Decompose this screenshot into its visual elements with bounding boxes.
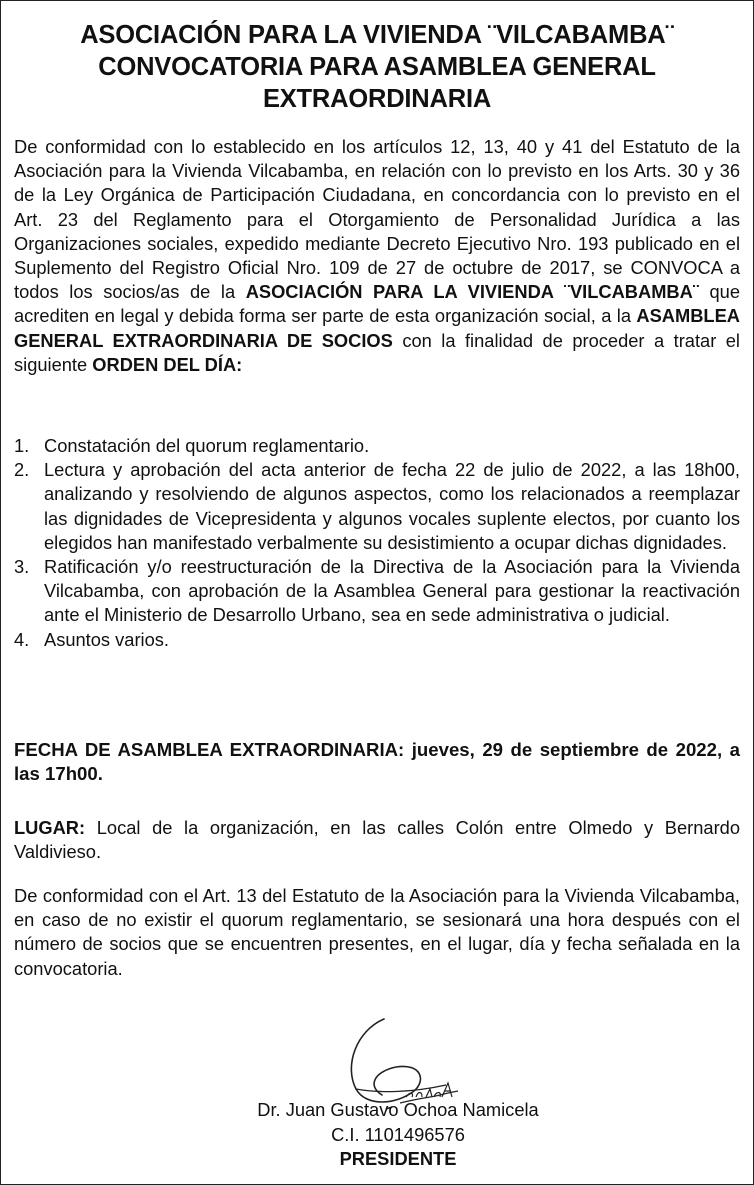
agenda-item-text: Constatación del quorum reglamentario. <box>44 435 370 456</box>
signatory-name: Dr. Juan Gustavo Ochoa Namicela <box>257 1099 539 1120</box>
agenda-item <box>14 628 740 652</box>
intro-bold-assembly: ASAMBLEA GENERAL EXTRAORDINARIA DE SOCIOS <box>14 305 740 351</box>
agenda-list <box>14 434 740 652</box>
agenda-item-text: Ratificación y/o reestructuración de la Directiva de la Asociación para la Vivienda Vilcabamba, con aprobación de la Asamblea General para gestionar la reactivación ante el Ministerio de Desarrollo Urbano, sea en sede administrativa o judicial. <box>44 556 740 626</box>
assembly-date: FECHA DE ASAMBLEA EXTRAORDINARIA: jueves, 29 de septiembre de 2022, a las 17h00. <box>14 739 740 785</box>
signatory-block <box>1 1098 753 1172</box>
location-label: LUGAR: <box>14 817 86 838</box>
intro-text-a: De conformidad con lo establecido en los artículos 12, 13, 40 y 41 del Estatuto de la Asociación para la Vivienda Vilcabamba, en relación con lo previsto en los Arts. 30 y 36 de la Ley Orgánica de Participación Ciudadana, en concordancia con lo previsto en el Art. 23 del Reglamento para el Otorgamiento de Personalidad Jurídica a las Organizaciones sociales, expedido mediante Decreto Ejecutivo Nro. 193 publicado en el Suplemento del Registro Oficial Nro. 109 de 27 de octubre de 2017, se CONVOCA a todos los socios/as de la <box>14 136 740 303</box>
intro-text-c: con la finalidad de proceder a tratar el siguiente <box>14 329 740 375</box>
location-text: Local de la organización, en las calles Colón entre Olmedo y Bernardo Valdivieso. <box>14 817 740 863</box>
assembly-location <box>14 816 740 864</box>
title-convocatoria: CONVOCATORIA PARA ASAMBLEA GENERAL <box>98 53 656 81</box>
agenda-item-number: 1. <box>14 435 30 456</box>
signatory-id: C.I. 1101496576 <box>331 1123 465 1145</box>
quorum-paragraph: De conformidad con el Art. 13 del Estatuto de la Asociación para la Vivienda Vilcabamba, en caso de no existir el quorum reglamentario, se sesionará una hora después con el número de socios que se encuentren presentes, en el lugar, día y fecha señalada en la convocatoria. <box>14 885 740 979</box>
agenda-item-number: 4. <box>14 628 30 650</box>
intro-bold-association: ASOCIACIÓN PARA LA VIVIENDA ¨VILCABAMBA¨ <box>245 281 699 303</box>
intro-paragraph <box>14 135 740 377</box>
agenda-item-number: 2. <box>14 459 30 481</box>
agenda-item-number: 3. <box>14 556 30 578</box>
signatory-role: PRESIDENTE <box>339 1148 457 1169</box>
agenda-item <box>14 434 740 458</box>
intro-text-b: que acrediten en legal y debida forma ser parte de esta organización social, a la <box>14 281 740 327</box>
agenda-item <box>14 555 740 628</box>
title-association: ASOCIACIÓN PARA LA VIVIENDA ¨VILCABAMBA¨ <box>80 21 674 49</box>
agenda-item <box>14 458 740 555</box>
agenda-item-text: Asuntos varios. <box>44 628 169 650</box>
agenda-item-text: Lectura y aprobación del acta anterior de fecha 22 de julio de 2022, a las 18h00, analizando y resolviendo de algunos aspectos, como los relacionados a reemplazar las dignidades de Vicepresidenta y algunos vocales suplente electos, por cuanto los elegidos han manifestado verbalmente su desistimiento a ocupar dichas dignidades. <box>44 459 740 553</box>
intro-bold-agenda: ORDEN DEL DÍA: <box>92 353 243 375</box>
title-extraordinaria: EXTRAORDINARIA <box>262 85 492 113</box>
